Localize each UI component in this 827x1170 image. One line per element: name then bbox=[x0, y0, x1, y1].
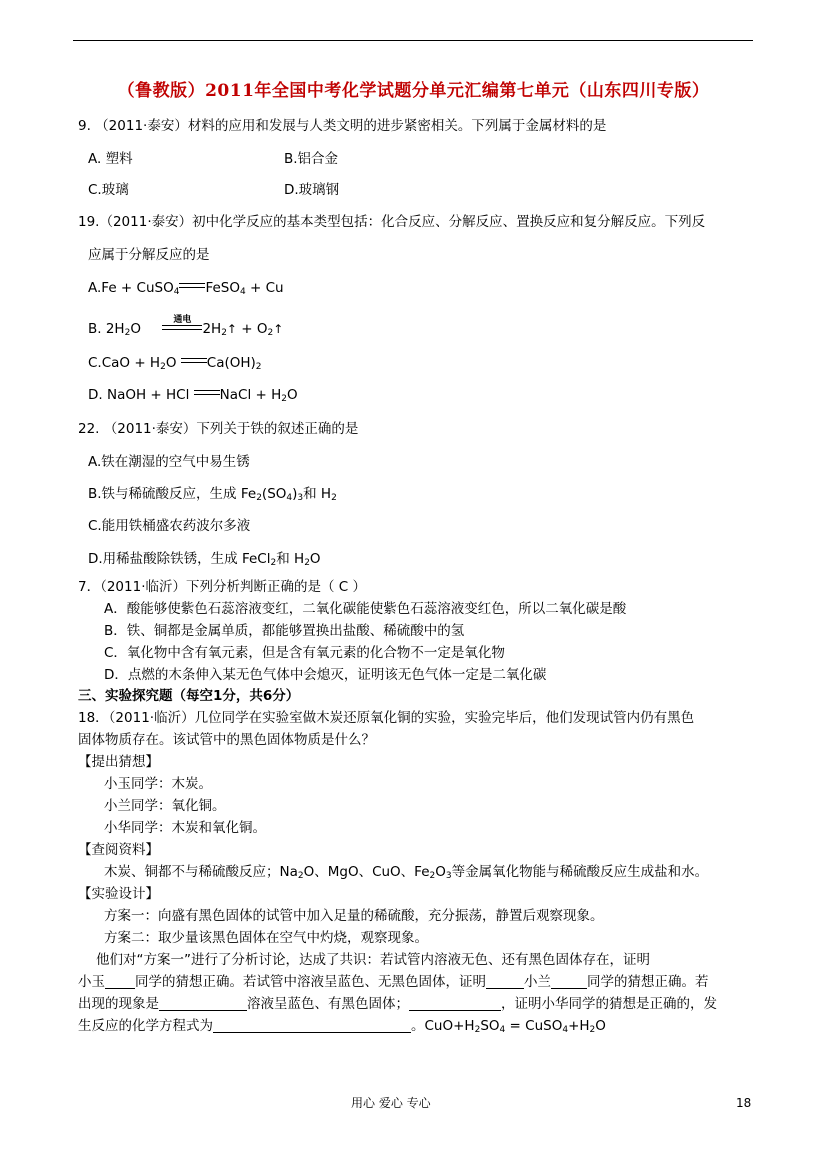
q18-stem-line2: 固体物质存在。该试管中的黑色固体物质是什么？ bbox=[78, 732, 375, 748]
equals-sign bbox=[181, 356, 207, 366]
q9-option-d: D.玻璃钢 bbox=[284, 182, 340, 198]
q9-option-c: C.玻璃 bbox=[88, 182, 129, 198]
q18-stem-line1: 18．（2011·临沂）几位同学在实验室做木炭还原氧化铜的实验，实验完毕后，他们发现试管内仍有黑色 bbox=[78, 710, 695, 726]
q19-option-a: A.Fe + CuSO$_4$ FeSO$_4$ + Cu bbox=[88, 280, 284, 297]
q22-option-d: D.用稀盐酸除铁锈，生成 FeCl$_2$和 $H_2O$ bbox=[88, 551, 321, 568]
q7-option-b: B．铁、铜都是金属单质，都能够置换出盐酸、稀硫酸中的氢 bbox=[104, 623, 465, 639]
q18-guess-3: 小华同学：木炭和氧化铜。 bbox=[104, 820, 266, 836]
q18-heading-design: 【实验设计】 bbox=[78, 886, 159, 902]
answer-blank bbox=[159, 996, 247, 1011]
header-rule bbox=[73, 40, 753, 41]
q18-guess-1: 小玉同学：木炭。 bbox=[104, 776, 212, 792]
q18-plan-1: 方案一：向盛有黑色固体的试管中加入足量的稀硫酸，充分振荡，静置后观察现象。 bbox=[104, 908, 604, 924]
q18-conclusion-line3: 出现的现象是 溶液呈蓝色、有黑色固体； ，证明小华同学的猜想是正确的，发 bbox=[78, 996, 717, 1012]
answer-blank bbox=[409, 996, 501, 1011]
q9-stem: 9. （2011·泰安）材料的应用和发展与人类文明的进步紧密相关。下列属于金属材料的是 bbox=[78, 118, 607, 134]
q18-conclusion-line1: 他们对“方案一”进行了分析讨论，达成了共识：若试管内溶液无色、还有黑色固体存在，证明 bbox=[96, 952, 650, 968]
page-number: 18 bbox=[736, 1096, 752, 1110]
equals-sign bbox=[194, 388, 220, 398]
q18-plan-2: 方案二：取少量该黑色固体在空气中灼烧，观察现象。 bbox=[104, 930, 428, 946]
footer-motto: 用心 爱心 专心 bbox=[351, 1096, 431, 1110]
q9-option-a: A. 塑料 bbox=[88, 151, 133, 167]
q9-option-b: B.铝合金 bbox=[284, 151, 339, 167]
q7-option-c: C．氧化物中含有氧元素，但是含有氧元素的化合物不一定是氧化物 bbox=[104, 645, 505, 661]
equals-sign bbox=[179, 281, 205, 291]
answer-blank bbox=[486, 974, 524, 989]
q18-heading-reference: 【查阅资料】 bbox=[78, 842, 159, 858]
answer-blank bbox=[105, 974, 135, 989]
answer-blank bbox=[551, 974, 587, 989]
q18-conclusion-line2: 小玉 同学的猜想正确。若试管中溶液呈蓝色、无黑色固体，证明 小兰 同学的猜想正确。若 bbox=[78, 974, 709, 990]
q7-option-a: A．酸能够使紫色石蕊溶液变红，二氧化碳能使紫色石蕊溶液变红色，所以二氧化碳是酸 bbox=[104, 601, 627, 617]
q18-heading-hypothesis: 【提出猜想】 bbox=[78, 754, 159, 770]
q19-stem-line2: 应属于分解反应的是 bbox=[88, 247, 210, 263]
answer-blank bbox=[213, 1018, 411, 1033]
electrolysis-equals: 通电 bbox=[162, 318, 202, 334]
q18-reference-info: 木炭、铜都不与稀硫酸反应；$Na_2O$、MgO、CuO、$Fe_2O_3$等金属氧化物能与稀硫酸反应生成盐和水。 bbox=[104, 864, 709, 881]
q7-stem: 7．（2011·临沂）下列分析判断正确的是（ C ） bbox=[78, 579, 366, 595]
q18-guess-2: 小兰同学：氧化铜。 bbox=[104, 798, 226, 814]
gas-up-arrow-icon: ↑ bbox=[226, 322, 237, 336]
q19-option-b: B. $2H_2O$ 通电 $2H_2↑$ + $O_2↑$ bbox=[88, 315, 284, 338]
page-title: （鲁教版）2011年全国中考化学试题分单元汇编第七单元（山东四川专版） bbox=[117, 81, 710, 101]
q19-option-c: $C.CaO + H_2O$ $Ca(OH)_2$ bbox=[88, 355, 262, 372]
q22-stem: 22. （2011·泰安）下列关于铁的叙述正确的是 bbox=[78, 421, 359, 437]
q7-option-d: D．点燃的木条伸入某无色气体中会熄灭，证明该无色气体一定是二氧化碳 bbox=[104, 667, 547, 683]
q22-option-c: C.能用铁桶盛农药波尔多液 bbox=[88, 518, 251, 534]
q22-option-a: A.铁在潮湿的空气中易生锈 bbox=[88, 454, 250, 470]
section-heading: 三、实验探究题（每空1分，共6分） bbox=[78, 688, 300, 704]
q22-option-b: B.铁与稀硫酸反应，生成 $Fe_2(SO_4)_3$和 $H_2$ bbox=[88, 486, 337, 503]
q19-option-d: D. NaOH + HCl NaCl + $H_2O$ bbox=[88, 387, 298, 404]
q18-conclusion-line4: 生反应的化学方程式为 。$CuO+H_2SO_4$ = $CuSO_4+H_2O$ bbox=[78, 1018, 606, 1035]
q19-stem-line1: 19.（2011·泰安）初中化学反应的基本类型包括：化合反应、分解反应、置换反应和复分解反应。下列反 bbox=[78, 214, 706, 230]
gas-up-arrow-icon: ↑ bbox=[273, 322, 284, 336]
